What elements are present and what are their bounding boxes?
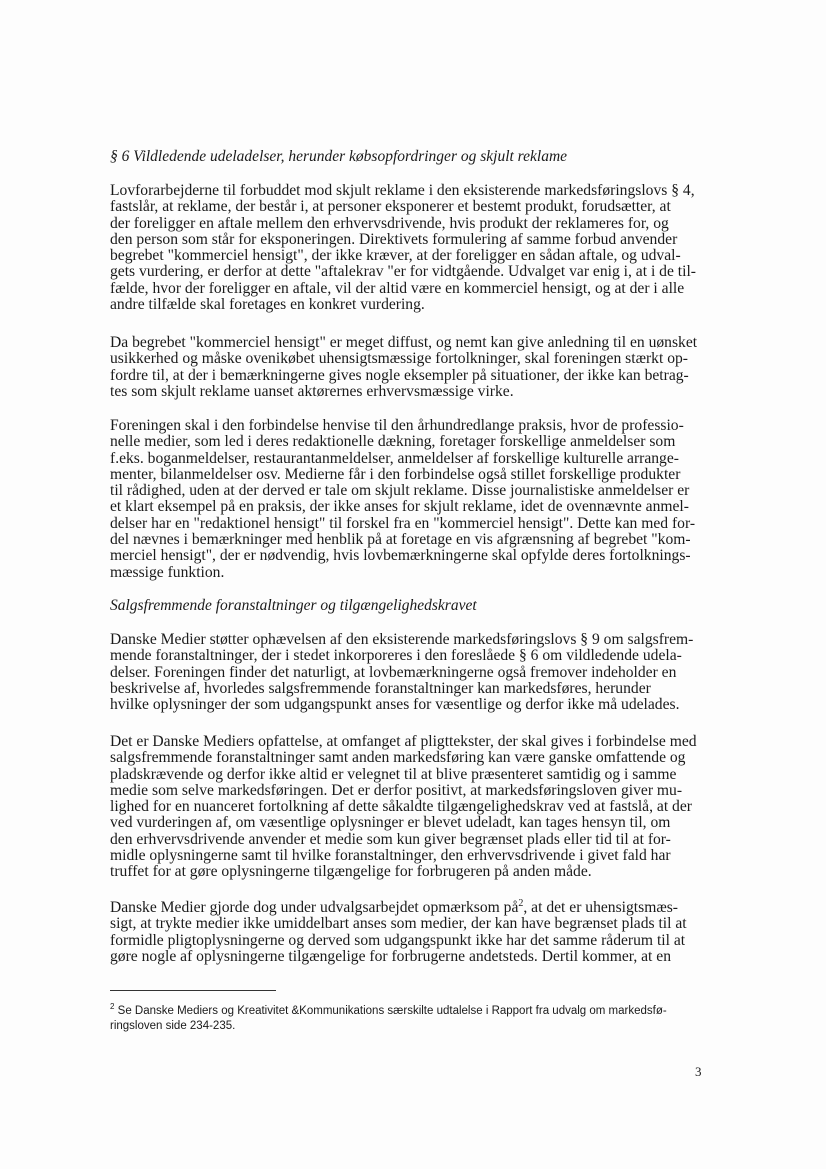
text-line: begrebet "kommerciel hensigt", der ikke kræver, at der foreligger en sådan aftale, og udval- <box>110 247 681 265</box>
text-line: merciel hensigt", der er nødvendig, hvis lovbemærkningerne skal opfylde deres fortolknings- <box>110 547 691 565</box>
text-line: formidle pligtoplysningerne og derved som udgangspunkt ikke har det samme råderum til at <box>110 931 686 949</box>
text-line: usikkerhed og måske ovenikøbet uhensigtsmæssige fortolkninger, skal foreningen stærkt op- <box>110 350 688 368</box>
text-line: Da begrebet "kommerciel hensigt" er meget diffust, og nemt kan give anledning til en uønsket <box>110 334 698 351</box>
text-line: den person som står for eksponeringen. Direktivets formulering af samme forbud anvender <box>110 230 678 248</box>
text-line: til rådighed, uden at der derved er tale om skjult reklame. Disse journalistiske anmeldelser er <box>110 482 690 500</box>
text-line: midle oplysningerne samt til hvilke foranstaltninger, den erhvervsdrivende i givet fald har <box>110 847 671 865</box>
text-line: mæssige funktion. <box>110 563 225 581</box>
text-line: hvilke oplysninger der som udgangspunkt anses for væsentlige og derfor ikke må udelades. <box>110 696 680 714</box>
text-line: truffet for at gøre oplysningerne tilgængelige for forbrugeren på anden måde. <box>110 863 592 881</box>
text-line: fælde, hvor der foreligger en aftale, vil der altid være en kommerciel hensigt, og at der i alle <box>110 279 685 297</box>
page-number: 3 <box>695 1064 702 1079</box>
footnote-marker: 2 <box>110 1002 115 1011</box>
paragraph-pligttekster <box>110 734 710 881</box>
footnote-text: Se Danske Mediers og Kreativitet &Kommunikations særskilte udtalelse i Rapport fra udvalg om markedsfø- <box>117 1004 667 1017</box>
text-line: mende foranstaltninger, der i stedet inkorporeres i den foreslåede § 6 om vildledende udela- <box>110 647 682 665</box>
text-line: lighed for en nuanceret fortolkning af dette såkaldte tilgængelighedskrav ved at fastslå, at der <box>110 798 692 816</box>
text-line: nelle medier, som led i deres redaktionelle dækning, foretager forskellige anmeldelser som <box>110 433 676 451</box>
text-line: fordre til, at der i bemærkningerne gives nogle eksempler på situationer, der ikke kan betrag- <box>110 366 689 384</box>
text-line: Foreningen skal i den forbindelse henvise til den århundredlange praksis, hvor de professio- <box>110 417 684 434</box>
text-line: f.eks. boganmeldelser, restaurantanmeldelser, anmeldelser af forskellige kulturelle arrange- <box>110 449 679 467</box>
text-line: sigt, at trykte medier ikke umiddelbart anses som medier, der kan have begrænset plads til at <box>110 915 687 933</box>
text-line: gøre nogle af oplysningerne tilgængelige for forbrugerne andetsteds. Dertil kommer, at en <box>110 947 672 965</box>
text-line: tes som skjult reklame uanset aktørernes erhvervsmæssige virke. <box>110 382 514 400</box>
text-line: ved vurderingen af, om væsentlige oplysninger er blevet udeladt, kan tages hensyn til, om <box>110 814 671 832</box>
text-line: delser. Foreningen finder det naturligt, at lovbemærkningerne også fremover indeholder en <box>110 663 677 681</box>
text-line: menter, bilanmeldelser osv. Medierne får i den forbindelse også stillet forskellige produkter <box>110 465 681 483</box>
footnote-reference[interactable]: 2 <box>518 897 524 909</box>
paragraph-kommerciel-hensigt <box>110 335 710 400</box>
text-line: del nævnes i bemærkninger med henblik på at foretage en vis afgrænsning af begrebet "kom- <box>110 531 691 549</box>
footnote-line <box>110 999 710 1019</box>
footnote <box>110 999 710 1034</box>
text-segment: Danske Medier gjorde dog under udvalgsarbejdet opmærksom på <box>110 899 519 916</box>
text-line: delser har en "redaktionel hensigt" til forskel fra en "kommerciel hensigt". Dette kan med for- <box>110 514 696 532</box>
text-line: salgsfremmende foranstaltninger samt anden markedsføring kan være ganske omfattende og <box>110 749 686 767</box>
text-line: pladskrævende og derfor ikke altid er velegnet til at blive præsenteret samtidig og i samme <box>110 765 677 783</box>
subheading: Salgsfremmende foranstaltninger og tilgængelighedskravet <box>110 597 477 614</box>
text-line: Danske Medier støtter ophævelsen af den eksisterende markedsføringslovs § 9 om salgsfrem- <box>110 631 694 648</box>
footnote-line: ringsloven side 234-235. <box>110 1019 236 1032</box>
text-line: der foreligger en aftale mellem den erhvervsdrivende, hvis produkt der reklameres for, og <box>110 214 669 232</box>
text-line: andre tilfælde skal foretages en konkret vurdering. <box>110 296 425 314</box>
text-line: den erhvervsdrivende anvender et medie som kun giver begrænset plads eller tid til at for- <box>110 830 671 848</box>
text-line: medie som selve markedsføringen. Det er derfor positivt, at markedsføringsloven giver mu- <box>110 781 683 799</box>
text-line: Lovforarbejderne til forbuddet mod skjult reklame i den eksisterende markedsføringslovs § 4, <box>110 182 695 199</box>
text-line: Det er Danske Mediers opfattelse, at omfanget af pligttekster, der skal gives i forbindelse med <box>110 733 697 750</box>
text-segment: , at det er uhensigtsmæs- <box>523 899 678 916</box>
text-line: fastslår, at reklame, der består i, at personer eksponerer et bestemt produkt, forudsætter, at <box>110 198 671 216</box>
paragraph-salgsfremmende <box>110 632 710 713</box>
text-line <box>110 897 710 916</box>
paragraph-skjult-reklame <box>110 183 710 313</box>
text-line: beskrivelse af, hvorledes salgsfremmende foranstaltninger kan markedsføres, herunder <box>110 679 651 697</box>
paragraph-anmeldelser <box>110 418 710 581</box>
text-line: et klart eksempel på en praksis, der ikke anses for skjult reklame, idet de ovennævnte anmel- <box>110 498 689 516</box>
paragraph-trykte-medier <box>110 897 710 965</box>
footnote-divider <box>110 990 276 991</box>
section-heading: § 6 Vildledende udeladelser, herunder købsopfordringer og skjult reklame <box>110 148 568 165</box>
text-line: gets vurdering, er derfor at dette "aftalekrav "er for vidtgående. Udvalget var enig i, at i de til- <box>110 263 696 281</box>
